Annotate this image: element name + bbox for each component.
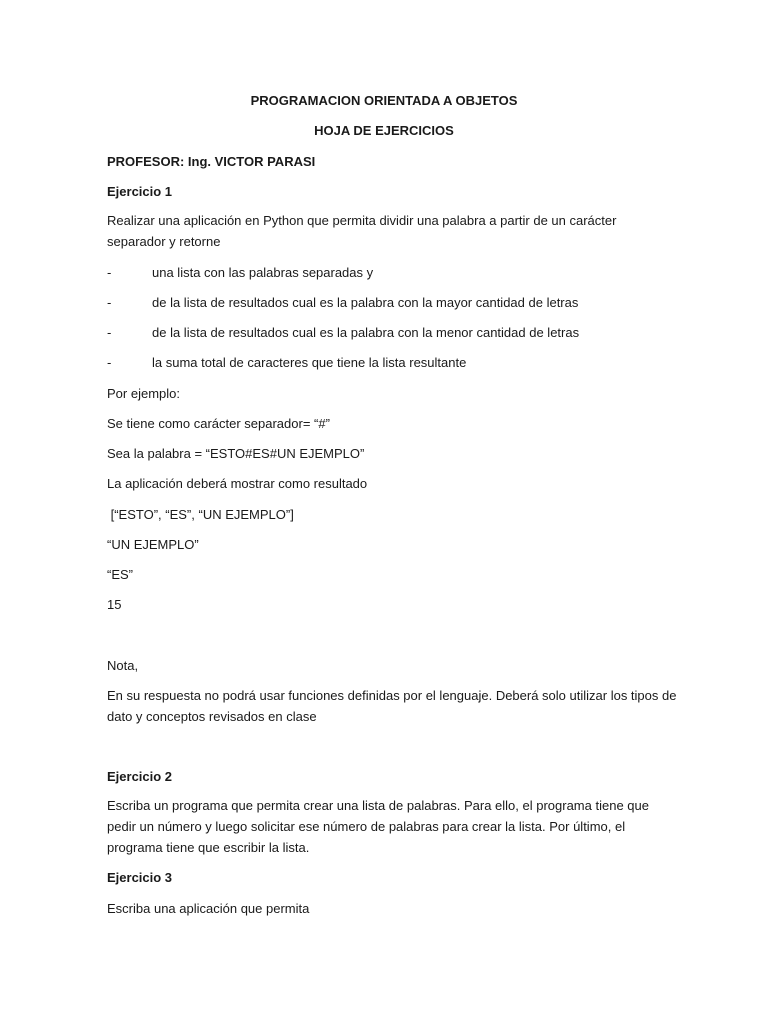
ejercicio-3-heading: Ejercicio 3 (107, 870, 173, 885)
ejercicio-2-line: programa tiene que escribir la lista. (107, 840, 310, 855)
ejercicio-2-heading: Ejercicio 2 (107, 769, 173, 784)
ejercicio-3-line: Escriba una aplicación que permita (107, 901, 310, 916)
bullet-marker: - (107, 265, 112, 280)
note-label: Nota, (107, 658, 139, 673)
professor-line: PROFESOR: Ing. VICTOR PARASI (107, 154, 316, 169)
note-line: dato y conceptos revisados en clase (107, 709, 317, 724)
document-title: PROGRAMACION ORIENTADA A OBJETOS (250, 93, 518, 108)
result-list: [“ESTO”, “ES”, “UN EJEMPLO”] (107, 507, 294, 522)
bullet-item: una lista con las palabras separadas y (152, 265, 374, 280)
result-label: La aplicación deberá mostrar como resultado (107, 476, 368, 491)
bullet-item: de la lista de resultados cual es la palabra con la menor cantidad de letras (152, 325, 580, 340)
example-label: Por ejemplo: (107, 386, 180, 401)
ejercicio-1-intro-line: separador y retorne (107, 234, 221, 249)
ejercicio-1-heading: Ejercicio 1 (107, 184, 173, 199)
bullet-marker: - (107, 295, 112, 310)
separator-line: Se tiene como carácter separador= “#” (107, 416, 330, 431)
bullet-marker: - (107, 355, 112, 370)
ejercicio-2-line: Escriba un programa que permita crear una lista de palabras. Para ello, el programa tiene que (107, 798, 649, 813)
bullet-item: de la lista de resultados cual es la palabra con la mayor cantidad de letras (152, 295, 579, 310)
bullet-marker: - (107, 325, 112, 340)
ejercicio-2-line: pedir un número y luego solicitar ese número de palabras para crear la lista. Por último, el (107, 819, 626, 834)
result-longest: “UN EJEMPLO” (107, 537, 199, 552)
result-total: 15 (107, 597, 122, 612)
ejercicio-1-intro-line: Realizar una aplicación en Python que permita dividir una palabra a partir de un carácter (107, 213, 617, 228)
document-subtitle: HOJA DE EJERCICIOS (314, 123, 454, 138)
bullet-item: la suma total de caracteres que tiene la lista resultante (152, 355, 467, 370)
result-shortest: “ES” (107, 567, 133, 582)
note-line: En su respuesta no podrá usar funciones definidas por el lenguaje. Deberá solo utilizar los tipos de (107, 688, 677, 703)
word-line: Sea la palabra = “ESTO#ES#UN EJEMPLO” (107, 446, 365, 461)
